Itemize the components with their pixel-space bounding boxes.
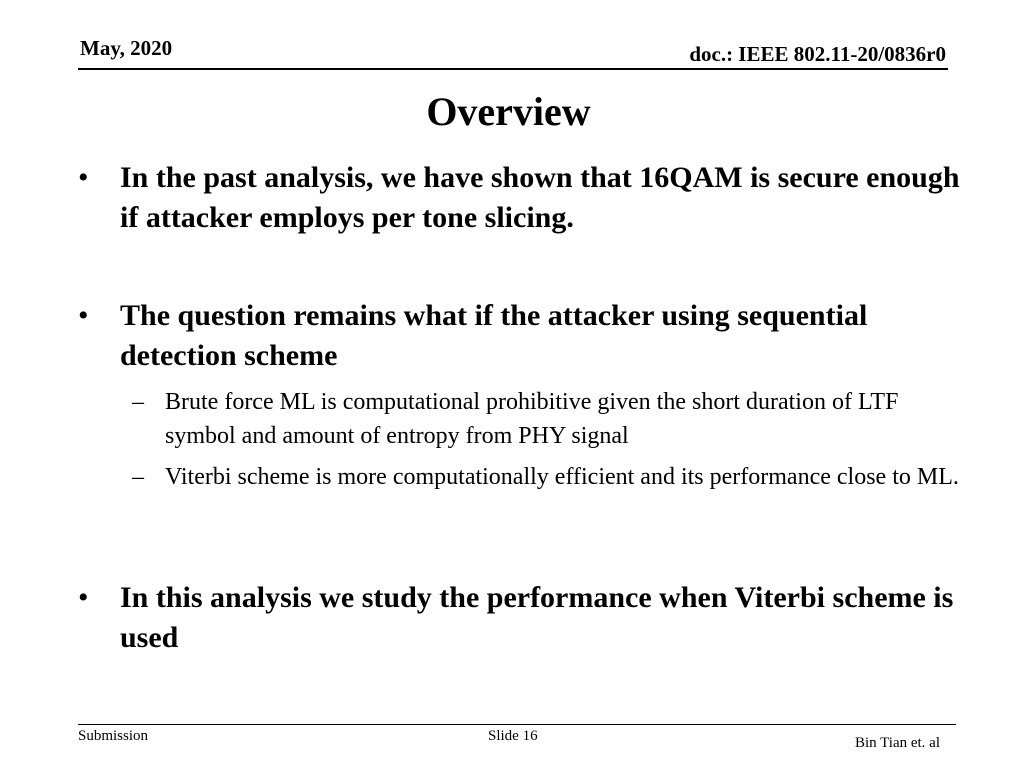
footer-divider bbox=[78, 724, 956, 725]
header-divider bbox=[78, 68, 948, 70]
sub-item-marker: – bbox=[132, 464, 144, 490]
header-doc-id: doc.: IEEE 802.11-20/0836r0 bbox=[689, 42, 946, 66]
header-date: May, 2020 bbox=[80, 36, 173, 60]
bullet-marker: • bbox=[78, 581, 89, 614]
sub-item-marker: – bbox=[132, 389, 144, 415]
footer-submission: Submission bbox=[78, 728, 149, 744]
footer-slide-number: Slide 16 bbox=[488, 728, 538, 744]
sub-item-2-text: Viterbi scheme is more computationally efficient and its performance close to ML. bbox=[165, 464, 959, 490]
bullet-3-text: In this analysis we study the performance when Viterbi scheme is used bbox=[120, 581, 954, 654]
bullet-1-text: In the past analysis, we have shown that 16QAM is secure enough if attacker employs per tone slicing. bbox=[120, 161, 960, 234]
slide-title: Overview bbox=[426, 89, 591, 134]
footer-author: Bin Tian et. al bbox=[854, 735, 940, 751]
bullet-marker: • bbox=[78, 161, 89, 194]
bullet-marker: • bbox=[78, 299, 89, 332]
sub-item-1-text: Brute force ML is computational prohibitive given the short duration of LTF symbol and amount of entropy from PHY signal bbox=[165, 389, 899, 449]
bullet-2-text: The question remains what if the attacker using sequential detection scheme bbox=[120, 299, 868, 372]
